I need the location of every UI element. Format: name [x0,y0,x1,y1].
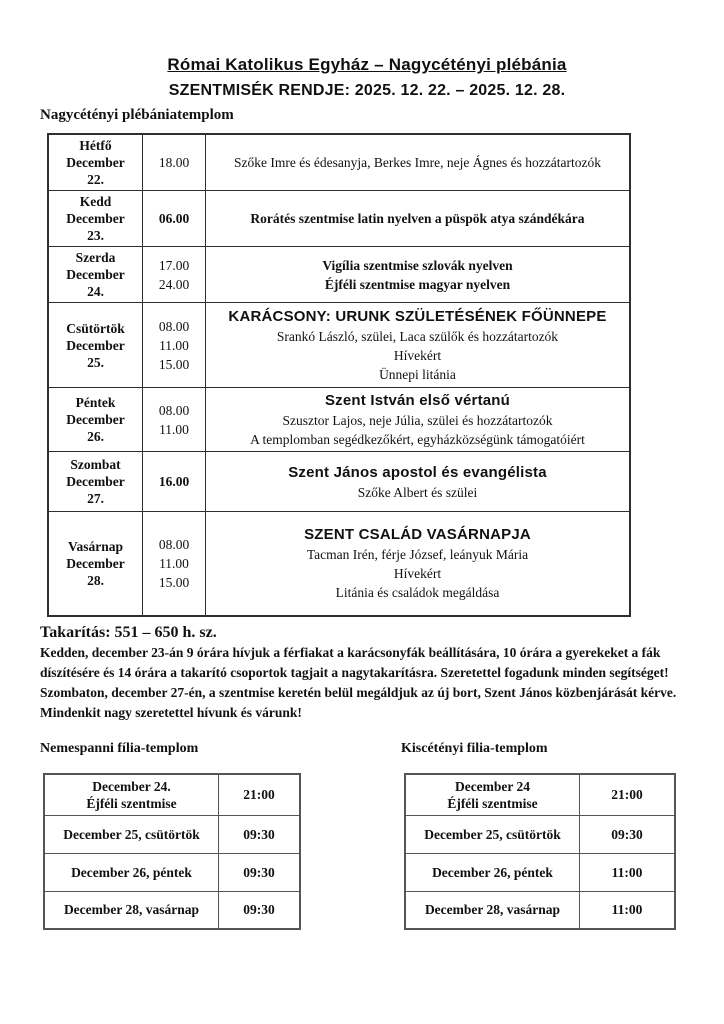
text-line: December [66,155,125,170]
text-line: Kedd [79,194,112,209]
filia-time-cell: 09:30 [219,853,301,891]
filia-time-cell: 11:00 [580,853,676,891]
description-line: Ünnepi litánia [379,367,456,382]
filia-title-nemespanni: Nemespanni fília-templom [40,740,199,756]
text-line: 06.00 [158,211,190,226]
schedule-row [48,452,630,512]
text-line: December 25, csütörtök [424,826,561,842]
text-line: 16.00 [158,474,190,489]
filia-time-cell: 11:00 [580,891,676,929]
text-line: 08.00 [158,536,190,552]
mass-schedule-table [47,133,631,617]
filia-section-kiscetenyi [401,741,676,931]
filia-row-item [44,774,300,816]
filia-title-kiscetenyi: Kiscétényi filia-templom [401,740,548,756]
text-line: 22. [87,172,104,187]
description-line: Éjféli szentmise magyar nyelven [324,276,511,292]
text-line: 25. [87,354,104,370]
time-cell [143,247,206,303]
text-line: Éjféli szentmise [86,795,177,811]
text-line: 24. [87,284,104,299]
text-line: Hétfő [79,138,112,153]
text-line: Vasárnap [67,538,124,554]
time-cell [143,134,206,191]
text-line: December [66,412,125,427]
description-line: Rorátés szentmise latin nyelven a püspök atya szándékára [250,211,585,226]
description-line: Litánia és családok megáldása [335,585,500,601]
text-line: Péntek [75,395,116,410]
schedule-row [48,134,630,191]
day-cell [48,191,143,247]
description-line: Szent János apostol és evangélista [288,463,547,481]
main-church-section-title: Nagycétényi plébániatemplom [40,107,234,123]
filia-label-cell [44,815,219,853]
text-line: 11.00 [159,555,189,571]
time-cell [143,388,206,452]
document-subtitle: SZENTMISÉK RENDJE: 2025. 12. 22. – 2025. 12. 28. [168,82,566,99]
cleaning-note-title: Takarítás: 551 – 650 h. sz. [40,623,217,641]
filia-schedule-table-kiscetenyi [404,773,676,931]
description-line: Hívekért [393,348,442,363]
time-cell [143,452,206,512]
text-line: December 26, péntek [71,864,192,880]
text-line: December 28, vasárnap [424,902,561,918]
document-title: Római Katolikus Egyház – Nagycétényi plébánia [167,55,567,74]
filia-time-cell: 21:00 [580,774,676,816]
text-line: December 24. [92,778,171,794]
description-line: A templomban segédkezőkért, egyházközségünk támogatóiért [250,432,585,447]
schedule-row [48,303,630,388]
filia-section-nemespanni [40,741,301,931]
text-line: Csütörtök [66,320,125,336]
filia-row-item [405,891,675,929]
description-line: Szőke Imre és édesanyja, Berkes Imre, neje Ágnes és hozzátartozók [234,155,601,170]
filia-label-cell [405,774,580,816]
description-line: Szent István első vértanú [324,392,511,409]
filia-label-cell [405,815,580,853]
announcement-paragraph-1: Kedden, december 23-án 9 órára hívjuk a férfiakat a karácsonyfák beállítására, 10 órára a gyerekeket a fák díszítésére és 14 órára a takarító csoportok tagjait a nagytakarításra. Szeretettel fogadunk minden segítséget! [40,644,669,680]
filia-row-item [405,774,675,816]
day-cell [48,512,143,616]
text-line: December [66,555,125,571]
time-cell [143,303,206,388]
description-line: Tacman Irén, férje József, leányuk Mária [306,547,529,563]
description-cell [206,134,631,191]
day-cell [48,452,143,512]
text-line: December [66,211,125,226]
text-line: December 28, vasárnap [63,902,200,918]
text-line: 11.00 [159,337,189,353]
filia-churches-section [40,741,694,931]
filia-time-cell: 09:30 [219,815,301,853]
text-line: December 24 [454,778,531,794]
announcements-section [40,622,694,723]
description-cell [206,388,631,452]
day-cell [48,388,143,452]
filia-row-item [405,853,675,891]
filia-row-item [44,815,300,853]
text-line: 15.00 [158,574,190,590]
time-cell [143,191,206,247]
text-line: December 26, péntek [432,864,553,880]
schedule-row [48,247,630,303]
description-line: Vigília szentmise szlovák nyelven [322,257,513,273]
description-line: Szusztor Lajos, neje Júlia, szülei és hozzátartozók [282,413,553,428]
text-line: 08.00 [158,318,190,334]
filia-label-cell [44,774,219,816]
text-line: 23. [87,228,104,243]
text-line: 17.00 [158,257,190,273]
description-line: SZENT CSALÁD VASÁRNAPJA [304,526,531,544]
text-line: December [66,474,125,489]
text-line: Szerda [75,250,116,265]
description-cell [206,452,631,512]
filia-schedule-table-nemespanni [43,773,301,931]
text-line: 18.00 [158,155,190,170]
day-cell [48,303,143,388]
text-line: 15.00 [158,356,190,372]
description-line: KARÁCSONY: URUNK SZÜLETÉSÉNEK FŐÜNNEPE [228,308,607,325]
filia-row-item [44,853,300,891]
day-cell [48,247,143,303]
schedule-row [48,191,630,247]
schedule-row [48,388,630,452]
filia-time-cell: 21:00 [219,774,301,816]
filia-label-cell [44,891,219,929]
description-line: Szőke Albert és szülei [357,484,478,500]
text-line: 24.00 [158,276,190,292]
filia-row-item [405,815,675,853]
text-line: 27. [87,491,104,506]
text-line: 08.00 [158,402,190,418]
description-line: Srankó László, szülei, Laca szülők és hozzátartozók [276,329,559,344]
filia-label-cell [405,891,580,929]
description-cell [206,512,631,616]
text-line: 26. [87,429,104,444]
description-cell [206,247,631,303]
day-cell [48,134,143,191]
filia-label-cell [405,853,580,891]
text-line: 28. [87,572,104,588]
text-line: Éjféli szentmise [447,795,538,811]
description-cell [206,303,631,388]
text-line: 11.00 [159,421,189,437]
text-line: December [66,267,125,282]
text-line: December [66,337,125,353]
filia-time-cell: 09:30 [219,891,301,929]
description-cell [206,191,631,247]
filia-label-cell [44,853,219,891]
text-line: Szombat [70,457,121,472]
filia-time-cell: 09:30 [580,815,676,853]
filia-row-item [44,891,300,929]
description-line: Hívekért [393,566,442,582]
text-line: December 25, csütörtök [63,826,200,842]
time-cell [143,512,206,616]
schedule-row [48,512,630,616]
announcement-paragraph-2: Szombaton, december 27-én, a szentmise keretén belül megáldjuk az új bort, Szent János közbenjárását kérve. Mindenkit nagy szeretettel hívunk és várunk! [40,684,677,720]
